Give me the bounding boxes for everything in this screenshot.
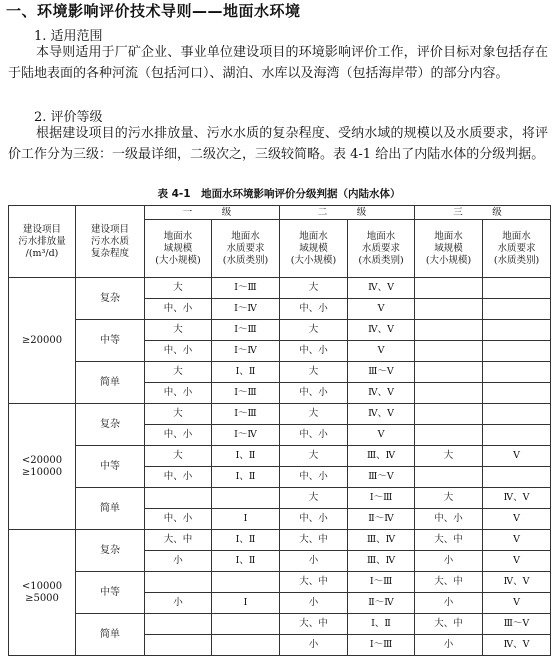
volume-cell: [9, 278, 76, 404]
water-quality-header: [483, 220, 551, 278]
level-2-quality-cell: Ⅴ: [348, 341, 415, 362]
complexity-header-line: 复杂程度: [90, 247, 129, 259]
level-3-scale-cell: 大、中: [415, 572, 483, 593]
level-3-quality-cell: Ⅴ: [483, 551, 551, 572]
level-1-quality-cell: Ⅰ: [212, 509, 280, 530]
level-2-quality-cell: Ⅳ、Ⅴ: [348, 383, 415, 404]
volume-cell: [9, 404, 76, 530]
level-2-quality-cell: Ⅰ～Ⅲ: [348, 635, 415, 656]
volume-header: [9, 206, 76, 278]
complexity-cell: 简单: [76, 362, 145, 404]
level-3-quality-cell: Ⅴ: [483, 593, 551, 614]
level-2-quality-cell: Ⅰ～Ⅲ: [348, 488, 415, 509]
complexity-cell: 复杂: [76, 404, 145, 446]
level-1-quality-cell: Ⅰ: [212, 593, 280, 614]
volume-header-line: 污水排放量: [18, 235, 66, 247]
level-2-scale-cell: 大、中: [280, 614, 348, 635]
level-2-quality-cell: Ⅲ、Ⅳ: [348, 530, 415, 551]
level-3-quality-cell: Ⅲ～Ⅴ: [483, 614, 551, 635]
level-3-quality-cell: [483, 404, 551, 425]
level-3-scale-cell: 大: [415, 488, 483, 509]
water-scale-header-line: 域规模: [299, 242, 328, 254]
level-2-scale-cell: 中、小: [280, 341, 348, 362]
level-1-scale-cell: [145, 488, 212, 509]
complexity-cell: 简单: [76, 614, 145, 656]
level-1-scale-cell: 中、小: [145, 509, 212, 530]
level-1-scale-cell: 中、小: [145, 299, 212, 320]
level-3-scale-cell: 大、中: [415, 614, 483, 635]
level-1-quality-cell: Ⅰ、Ⅱ: [212, 467, 280, 488]
complexity-header-line: 建设项目: [90, 223, 129, 235]
water-quality-header-line: (水质类别): [222, 254, 269, 266]
volume-value: <10000: [21, 580, 63, 592]
level-2-scale-cell: 中、小: [280, 425, 348, 446]
level-1-scale-cell: [145, 614, 212, 635]
level-1-quality-cell: [212, 614, 280, 635]
level-3-quality-cell: [483, 299, 551, 320]
water-scale-header-line: (大小规模): [290, 254, 337, 266]
level-2-scale-cell: 大、中: [280, 530, 348, 551]
level-1-quality-cell: Ⅰ～Ⅲ: [212, 383, 280, 404]
level-2-quality-cell: Ⅴ: [348, 299, 415, 320]
level-1-scale-cell: [145, 635, 212, 656]
level-3-quality-cell: Ⅴ: [483, 530, 551, 551]
level-3-quality-cell: Ⅳ、Ⅴ: [483, 635, 551, 656]
water-quality-header-line: 地面水: [231, 230, 260, 242]
table-row: [9, 614, 551, 635]
level-3-scale-cell: 小: [415, 551, 483, 572]
level-2-quality-cell: Ⅳ、Ⅴ: [348, 404, 415, 425]
section-2-title: 2. 评价等级: [34, 110, 103, 125]
level-3-scale-cell: 大: [415, 446, 483, 467]
level-2-scale-cell: 大: [280, 278, 348, 299]
level-2-quality-cell: Ⅲ、Ⅳ: [348, 446, 415, 467]
level-2-scale-cell: 中、小: [280, 467, 348, 488]
water-quality-header-line: (水质类别): [358, 254, 404, 266]
level-3-quality-cell: [483, 278, 551, 299]
level-3-header: 三 级: [415, 206, 551, 220]
level-1-scale-cell: 小: [145, 551, 212, 572]
level-2-scale-cell: 小: [280, 635, 348, 656]
complexity-cell: 复杂: [76, 278, 145, 320]
section-1-text: 本导则适用于厂矿企业、事业单位建设项目的环境影响评价工作，评价目标对象包括存在于陆地表面的各种河流（包括河口）、湖泊、水库以及海湾（包括海岸带）的部分内容。: [8, 45, 548, 81]
level-3-scale-cell: 大、中: [415, 530, 483, 551]
classification-table: [8, 205, 551, 656]
level-2-scale-cell: 小: [280, 593, 348, 614]
level-2-scale-cell: 小: [280, 551, 348, 572]
level-2-scale-cell: 大: [280, 320, 348, 341]
complexity-cell: 中等: [76, 446, 145, 488]
level-3-quality-cell: Ⅴ: [483, 509, 551, 530]
volume-value: ≥20000: [21, 334, 63, 346]
level-1-scale-cell: 小: [145, 593, 212, 614]
level-3-quality-cell: Ⅳ、Ⅴ: [483, 488, 551, 509]
level-2-quality-cell: Ⅲ、Ⅳ: [348, 551, 415, 572]
table-row: [9, 572, 551, 593]
level-2-quality-cell: Ⅳ、Ⅴ: [348, 278, 415, 299]
water-scale-header-line: 域规模: [434, 242, 463, 254]
water-scale-header: [145, 220, 212, 278]
water-quality-header-line: 地面水: [366, 230, 396, 242]
water-scale-header: [280, 220, 348, 278]
level-2-quality-cell: Ⅱ～Ⅳ: [348, 509, 415, 530]
level-1-scale-cell: [145, 572, 212, 593]
level-3-scale-cell: 小: [415, 635, 483, 656]
section-2-text: 根据建设项目的污水排放量、污水水质的复杂程度、受纳水域的规模以及水质要求，将评价工作分为三级：一级最详细，二级次之，三级较简略。表 4-1 给出了内陆水体的分级判据。: [8, 126, 548, 162]
water-quality-header-line: 水质要求: [497, 242, 536, 254]
level-3-scale-cell: [415, 362, 483, 383]
level-3-quality-cell: [483, 341, 551, 362]
level-3-quality-cell: Ⅴ: [483, 446, 551, 467]
level-2-quality-cell: Ⅰ、Ⅱ: [348, 614, 415, 635]
volume-value: ≥5000: [25, 592, 59, 604]
level-3-scale-cell: [415, 425, 483, 446]
level-3-scale-cell: [415, 341, 483, 362]
level-1-quality-cell: Ⅰ～Ⅳ: [212, 299, 280, 320]
complexity-cell: 中等: [76, 320, 145, 362]
complexity-cell: 简单: [76, 488, 145, 530]
level-1-quality-cell: [212, 635, 280, 656]
level-1-scale-cell: 中、小: [145, 383, 212, 404]
level-3-scale-cell: [415, 278, 483, 299]
level-1-header: 一 级: [145, 206, 280, 220]
level-3-scale-cell: 中、小: [415, 509, 483, 530]
water-scale-header-line: (大小规模): [425, 254, 472, 266]
level-1-quality-cell: Ⅰ、Ⅱ: [212, 530, 280, 551]
level-3-scale-cell: [415, 467, 483, 488]
table-row: [9, 362, 551, 383]
level-1-quality-cell: [212, 488, 280, 509]
level-3-scale-cell: 小: [415, 593, 483, 614]
water-quality-header-line: 水质要求: [226, 242, 265, 254]
level-2-header: 二 级: [280, 206, 415, 220]
level-3-scale-cell: [415, 299, 483, 320]
level-3-scale-cell: [415, 320, 483, 341]
complexity-cell: 复杂: [76, 530, 145, 572]
table-row: [9, 278, 551, 299]
water-quality-header: [212, 220, 280, 278]
table-row: [9, 320, 551, 341]
volume-value: <20000: [21, 454, 63, 466]
table-row: [9, 446, 551, 467]
level-1-scale-cell: 大: [145, 404, 212, 425]
level-3-scale-cell: [415, 404, 483, 425]
level-3-quality-cell: [483, 383, 551, 404]
level-2-scale-cell: 中、小: [280, 509, 348, 530]
level-3-quality-cell: [483, 425, 551, 446]
level-2-scale-cell: 大、中: [280, 572, 348, 593]
level-1-quality-cell: Ⅰ～Ⅲ: [212, 404, 280, 425]
level-1-quality-cell: Ⅰ～Ⅲ: [212, 278, 280, 299]
level-2-quality-cell: Ⅱ～Ⅳ: [348, 593, 415, 614]
level-3-quality-cell: Ⅳ、Ⅴ: [483, 572, 551, 593]
water-scale-header: [415, 220, 483, 278]
water-scale-header-line: 地面水: [299, 230, 328, 242]
level-1-scale-cell: 中、小: [145, 425, 212, 446]
complexity-cell: 中等: [76, 572, 145, 614]
table-caption: 表 4-1 地面水环境影响评价分级判据（内陆水体）: [157, 188, 401, 200]
level-2-quality-cell: Ⅴ: [348, 425, 415, 446]
level-1-scale-cell: 大: [145, 362, 212, 383]
level-1-scale-cell: 中、小: [145, 467, 212, 488]
level-2-quality-cell: Ⅰ～Ⅲ: [348, 572, 415, 593]
table-row: [9, 404, 551, 425]
level-3-quality-cell: [483, 362, 551, 383]
water-scale-header-line: 地面水: [434, 230, 463, 242]
table-row: [9, 530, 551, 551]
table-row: [9, 488, 551, 509]
level-2-scale-cell: 中、小: [280, 383, 348, 404]
level-1-quality-cell: Ⅰ～Ⅳ: [212, 425, 280, 446]
level-2-scale-cell: 大: [280, 488, 348, 509]
water-quality-header-line: (水质类别): [493, 254, 540, 266]
level-1-quality-cell: Ⅰ、Ⅱ: [212, 551, 280, 572]
level-3-quality-cell: [483, 320, 551, 341]
level-1-scale-cell: 大: [145, 320, 212, 341]
volume-value: ≥10000: [21, 466, 63, 478]
level-1-quality-cell: Ⅰ～Ⅲ: [212, 320, 280, 341]
level-1-scale-cell: 大、中: [145, 530, 212, 551]
level-3-scale-cell: [415, 383, 483, 404]
level-2-scale-cell: 大: [280, 446, 348, 467]
level-2-scale-cell: 大: [280, 362, 348, 383]
level-1-quality-cell: Ⅰ、Ⅱ: [212, 362, 280, 383]
water-scale-header-line: 地面水: [163, 230, 193, 242]
complexity-header: [76, 206, 145, 278]
level-3-quality-cell: [483, 467, 551, 488]
water-quality-header-line: 水质要求: [362, 242, 401, 254]
water-scale-header-line: 域规模: [163, 242, 193, 254]
level-2-quality-cell: Ⅲ～Ⅴ: [348, 467, 415, 488]
volume-header-line: 建设项目: [22, 223, 61, 235]
level-1-scale-cell: 大: [145, 278, 212, 299]
level-2-quality-cell: Ⅳ、Ⅴ: [348, 320, 415, 341]
level-1-scale-cell: 中、小: [145, 341, 212, 362]
volume-cell: [9, 530, 76, 656]
volume-header-line: /(m³/d): [25, 247, 59, 259]
level-1-quality-cell: Ⅰ～Ⅳ: [212, 341, 280, 362]
water-quality-header: [348, 220, 415, 278]
section-1-title: 1. 适用范围: [34, 29, 103, 44]
section-title: 一、环境影响评价技术导则——地面水环境: [6, 2, 301, 20]
level-1-quality-cell: Ⅰ、Ⅱ: [212, 446, 280, 467]
level-2-scale-cell: 大: [280, 404, 348, 425]
level-2-scale-cell: 中、小: [280, 299, 348, 320]
complexity-header-line: 污水水质: [90, 235, 129, 247]
water-quality-header-line: 地面水: [502, 230, 531, 242]
water-scale-header-line: (大小规模): [155, 254, 201, 266]
level-2-quality-cell: Ⅲ～Ⅴ: [348, 362, 415, 383]
level-1-scale-cell: 大: [145, 446, 212, 467]
level-1-quality-cell: [212, 572, 280, 593]
